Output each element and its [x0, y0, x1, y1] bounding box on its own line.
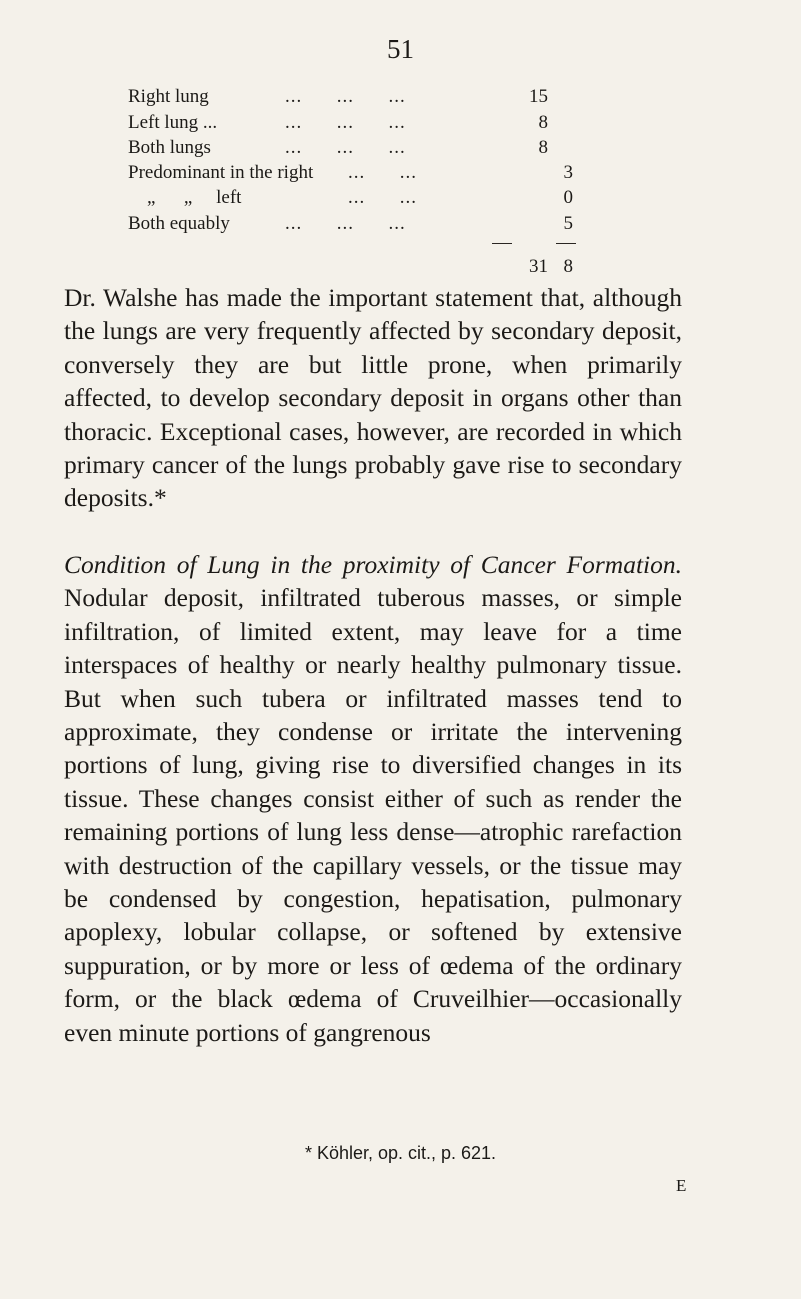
row-label: Right lung	[128, 86, 209, 107]
sum-rule-left	[492, 243, 512, 244]
section-heading: Condition of Lung in the proximity of Cancer Formation.	[64, 550, 682, 579]
total-value-right: 8	[563, 256, 573, 277]
total-value-left: 31	[529, 256, 548, 277]
table-total-row	[128, 255, 573, 279]
row-label: „ „ left	[128, 187, 242, 208]
row-leader-dots: ... ...	[348, 162, 417, 183]
paragraph-condition	[64, 548, 682, 1049]
row-leader-dots: ... ...	[348, 187, 417, 208]
row-leader-dots: ... ... ...	[285, 213, 406, 234]
page-number: 51	[387, 34, 414, 64]
signature-mark: E	[676, 1176, 687, 1195]
footnote: * Köhler, op. cit., p. 621.	[304, 1143, 497, 1163]
row-leader-dots: ... ... ...	[285, 86, 406, 107]
row-leader-dots: ... ... ...	[285, 137, 406, 158]
row-value: 3	[563, 162, 573, 183]
row-value: 8	[538, 137, 548, 158]
row-leader-dots: ... ... ...	[285, 112, 406, 133]
table-row	[128, 186, 573, 210]
table-row	[128, 161, 573, 185]
row-label: Left lung ...	[128, 112, 218, 133]
row-label: Both lungs	[128, 137, 211, 158]
table-row	[128, 212, 573, 236]
paragraph-walshe: Dr. Walshe has made the important statement that, although the lungs are very frequently affected by secondary deposit, conversely they are but little prone, when primarily affected, to develop secondary deposit in organs other than thoracic. Exceptional cases, however, are recorded in which primary cancer of the lungs probably gave rise to secondary deposits.*	[64, 283, 682, 513]
row-value: 0	[563, 187, 573, 208]
sum-rule-right	[556, 243, 576, 244]
table-row	[128, 136, 558, 160]
row-label: Both equably	[128, 213, 230, 234]
table-row	[128, 111, 558, 135]
table-row	[128, 85, 558, 109]
row-value: 8	[538, 112, 548, 133]
row-value: 5	[563, 213, 573, 234]
paragraph-body: Nodular deposit, infiltrated tuberous masses, or simple infiltration, of limited extent, may leave for a time interspaces of healthy or nearly healthy pulmonary tissue. But when such tubera or infiltrated masses tend to approximate, they condense or irritate the intervening portions of lung, giving rise to diversified changes in its tissue. These changes consist either of such as render the remaining portions of lung less dense—atrophic rarefaction with destruction of the capillary vessels, or the tissue may be condensed by congestion, hepatisation, pulmonary apoplexy, lobular collapse, or softened by extensive suppuration, or by more or less of œdema of the ordinary form, or the black œdema of Cruveilhier—occasionally even minute portions of gangrenous	[64, 583, 682, 1047]
row-value: 15	[529, 86, 548, 107]
row-label: Predominant in the right	[128, 162, 314, 183]
